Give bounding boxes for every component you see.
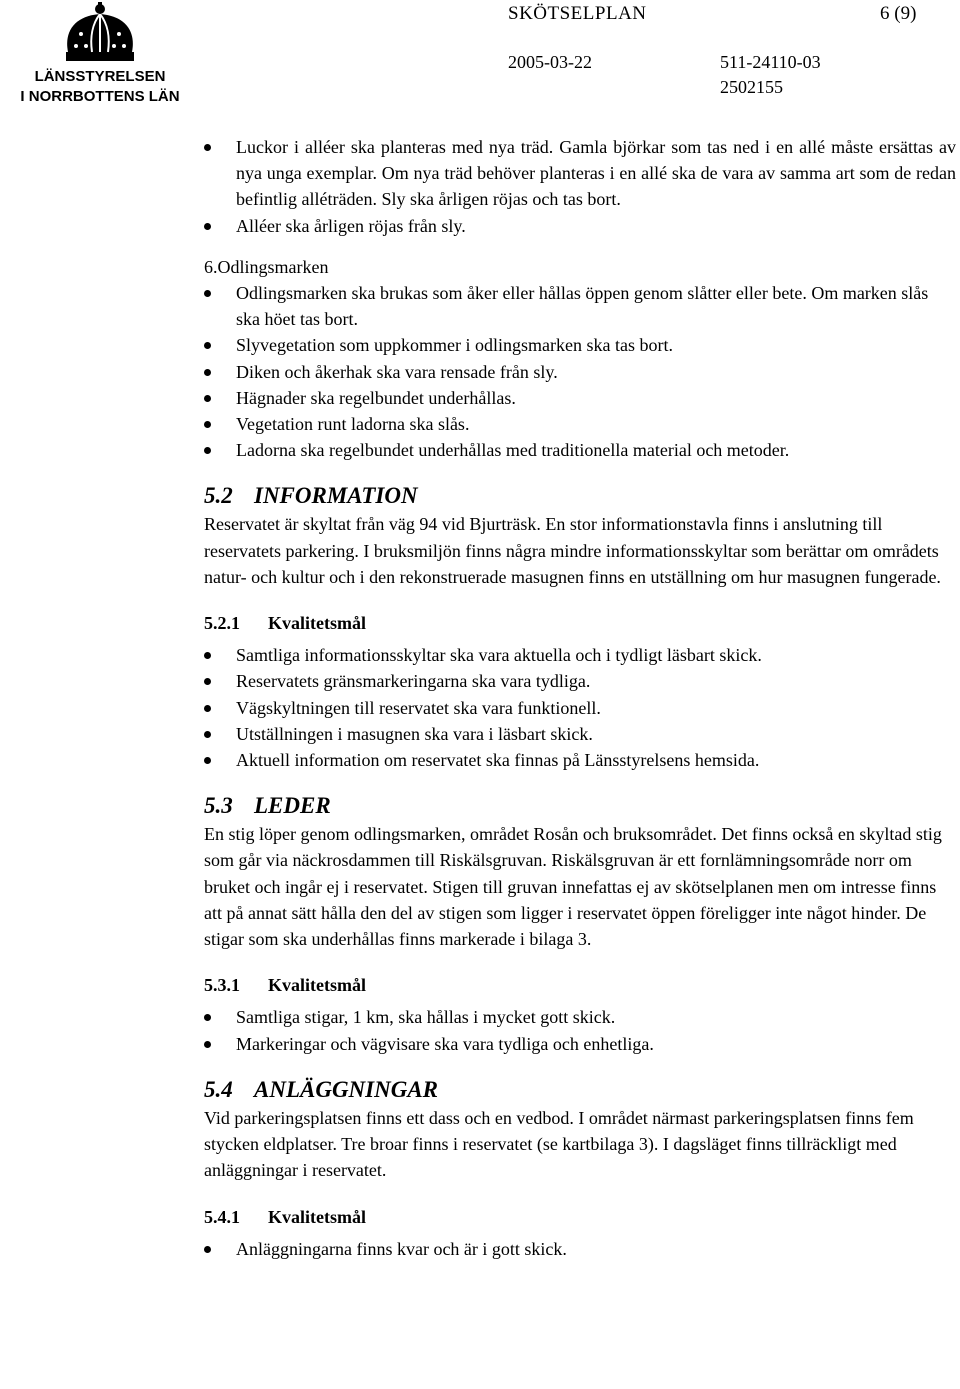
- information-bullet-list: [204, 642, 956, 773]
- reference-number-2: 2502155: [720, 77, 783, 97]
- subsection-title: Kvalitetsmål: [268, 613, 366, 634]
- page-number: 6 (9): [880, 3, 917, 24]
- section-heading-anlaggningar: [204, 1075, 956, 1105]
- section-title: LEDER: [254, 793, 331, 819]
- list-item: Alléer ska årligen röjas från sly.: [204, 213, 956, 239]
- leder-bullet-list: [204, 1004, 956, 1056]
- kvalitetsmal-heading: [204, 610, 956, 636]
- list-item: Ladorna ska regelbundet underhållas med traditionella material och metoder.: [204, 437, 956, 463]
- odling-bullet-list: [204, 280, 956, 463]
- document-body: [204, 134, 956, 1262]
- page-header: [0, 0, 960, 120]
- list-item: Luckor i alléer ska planteras med nya träd. Gamla björkar som tas ned i en allé måste ersättas av nya unga exemplar. Om nya träd behöver planteras i en allé ska de vara av samma art som de redan befintlig alléträden. Sly ska årligen röjas och tas bort.: [204, 134, 956, 213]
- section-number: 5.3: [204, 793, 233, 819]
- org-name-line2: I NORRBOTTENS LÄN: [20, 88, 180, 105]
- list-item: Vegetation runt ladorna ska slås.: [204, 411, 956, 437]
- list-item: Hägnader ska regelbundet underhållas.: [204, 385, 956, 411]
- list-item: Odlingsmarken ska brukas som åker eller hållas öppen genom slåtter eller bete. Om marken slås ska höet tas bort.: [204, 280, 956, 332]
- anlaggningar-bullet-list: [204, 1236, 956, 1262]
- list-item: Utställningen i masugnen ska vara i läsbart skick.: [204, 721, 956, 747]
- document-type: SKÖTSELPLAN: [508, 3, 647, 24]
- odling-heading: 6.Odlingsmarken: [204, 256, 329, 277]
- alle-bullet-list: [204, 134, 956, 239]
- list-item: Anläggningarna finns kvar och är i gott skick.: [204, 1236, 956, 1262]
- section-title: INFORMATION: [254, 483, 418, 509]
- list-item: Samtliga stigar, 1 km, ska hållas i mycket gott skick.: [204, 1004, 956, 1030]
- list-item: Diken och åkerhak ska vara rensade från sly.: [204, 359, 956, 385]
- leder-paragraph: En stig löper genom odlingsmarken, området Rosån och bruksområdet. Det finns också en skyltad stig som går via näckrosdammen till Riskälsgruvan. Riskälsgruvan är ett fornlämningsområde norr om bruket och ingår ej i reservatet. Stigen till gruvan innefattas ej av skötselplanen men om intresse finns att på annat sätt hålla den del av stigen som ligger i reservatet öppen föreligger inte något hinder. De stigar som ska underhållas finns markerade i bilaga 3.: [204, 824, 942, 950]
- crown-icon: [62, 2, 138, 64]
- section-title: ANLÄGGNINGAR: [254, 1076, 439, 1102]
- anlaggningar-paragraph: Vid parkeringsplatsen finns ett dass och en vedbod. I området närmast parkeringsplatsen finns fem stycken eldplatser. Tre broar finns i reservatet (se kartbilaga 3). I dagsläget finns tillräckligt med anläggningar i reservatet.: [204, 1107, 914, 1181]
- list-item: Reservatets gränsmarkeringarna ska vara tydliga.: [204, 668, 956, 694]
- org-name-line1: LÄNSSTYRELSEN: [34, 68, 166, 85]
- subsection-number: 5.2.1: [204, 613, 240, 634]
- subsection-number: 5.4.1: [204, 1206, 240, 1227]
- subsection-title: Kvalitetsmål: [268, 975, 366, 996]
- kvalitetsmal-heading: [204, 972, 956, 998]
- section-heading-leder: [204, 791, 956, 821]
- list-item: Slyvegetation som uppkommer i odlingsmarken ska tas bort.: [204, 332, 956, 358]
- list-item: Vägskyltningen till reservatet ska vara funktionell.: [204, 695, 956, 721]
- list-item: Aktuell information om reservatet ska finnas på Länsstyrelsens hemsida.: [204, 747, 956, 773]
- subsection-title: Kvalitetsmål: [268, 1206, 366, 1227]
- section-heading-information: [204, 481, 956, 511]
- subsection-number: 5.3.1: [204, 975, 240, 996]
- reference-number: 511-24110-03: [720, 52, 821, 72]
- kvalitetsmal-heading: [204, 1204, 956, 1230]
- section-number: 5.4: [204, 1076, 233, 1102]
- information-paragraph: Reservatet är skyltat från väg 94 vid Bjurträsk. En stor informationstavla finns i anslutning till reservatets parkering. I bruksmiljön finns några mindre informationsskyltar som berättar om områdets natur- och kultur och i den rekonstruerade masugnen finns en utställning om hur masugnen fungerade.: [204, 514, 941, 587]
- list-item: Markeringar och vägvisare ska vara tydliga och enhetliga.: [204, 1031, 956, 1057]
- list-item: Samtliga informationsskyltar ska vara aktuella och i tydligt läsbart skick.: [204, 642, 956, 668]
- document-date: 2005-03-22: [508, 52, 592, 72]
- agency-logo: [0, 0, 200, 115]
- section-number: 5.2: [204, 483, 233, 509]
